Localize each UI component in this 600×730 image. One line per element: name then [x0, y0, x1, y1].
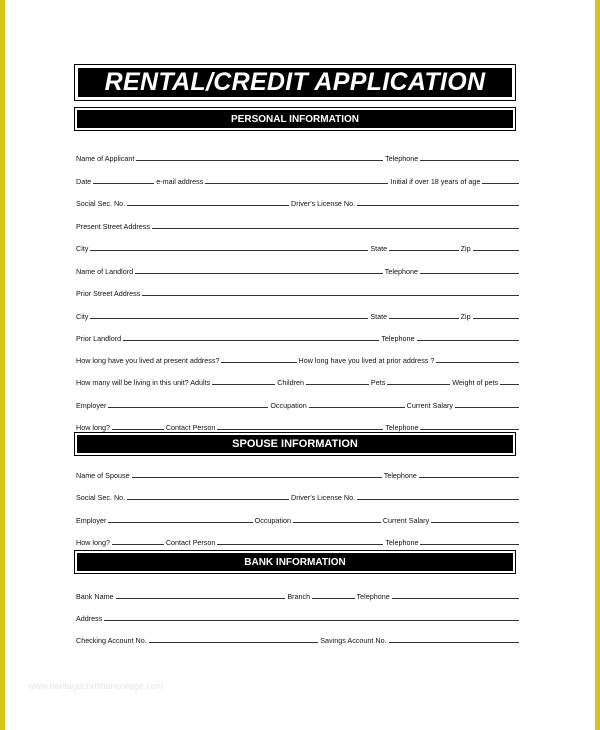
- prior-duration-field[interactable]: [436, 362, 519, 363]
- pet-weight-field[interactable]: [500, 384, 519, 385]
- email-field[interactable]: [205, 183, 388, 184]
- drivers-license-field[interactable]: [357, 205, 519, 206]
- employment-duration-field[interactable]: [112, 429, 164, 430]
- age-initial-field[interactable]: [482, 183, 519, 184]
- bank-address-field[interactable]: [104, 620, 519, 621]
- landlord-name-field[interactable]: [135, 273, 383, 274]
- form-row: [76, 398, 521, 410]
- field-label: How long have you lived at present address?: [76, 356, 220, 365]
- field-label: Savings Account No.: [320, 636, 387, 645]
- section-personal-header: [74, 107, 516, 131]
- field-label: Current Salary: [406, 401, 454, 410]
- children-field[interactable]: [306, 384, 369, 385]
- prior-state-field[interactable]: [389, 318, 459, 319]
- field-label: How long have you lived at prior address ?: [298, 356, 435, 365]
- field-label: Prior Street Address: [76, 289, 141, 298]
- field-label: City: [76, 244, 89, 253]
- form-row: [76, 589, 521, 601]
- city-field[interactable]: [90, 250, 368, 251]
- form-row: [76, 196, 521, 208]
- branch-field[interactable]: [312, 598, 354, 599]
- prior-city-field[interactable]: [90, 318, 368, 319]
- prior-landlord-field[interactable]: [123, 340, 379, 341]
- form-row: [76, 420, 521, 432]
- field-label: City: [76, 312, 89, 321]
- field-label: How long?: [76, 423, 110, 432]
- form-row: [76, 633, 521, 645]
- field-label: State: [370, 244, 388, 253]
- occupation-field[interactable]: [309, 407, 405, 408]
- section-bank-header: [74, 550, 516, 574]
- form-row: [76, 331, 521, 343]
- form-row: [76, 286, 521, 298]
- prior-address-field[interactable]: [142, 295, 519, 296]
- ssn-field[interactable]: [127, 205, 289, 206]
- pets-field[interactable]: [387, 384, 450, 385]
- spouse-ssn-field[interactable]: [127, 499, 289, 500]
- watermark: www.heritagechristiancollege.com: [28, 681, 164, 691]
- field-label: How long?: [76, 538, 110, 547]
- field-label: Telephone: [383, 471, 417, 480]
- form-row: [76, 468, 521, 480]
- spouse-contact-telephone-field[interactable]: [420, 544, 519, 545]
- field-label: Telephone: [385, 423, 419, 432]
- form-row: [76, 241, 521, 253]
- field-label: Employer: [76, 401, 107, 410]
- field-label: Social Sec. No.: [76, 199, 126, 208]
- section-bank-title: BANK INFORMATION: [77, 553, 513, 571]
- section-spouse-title: SPOUSE INFORMATION: [77, 435, 513, 453]
- date-field[interactable]: [93, 183, 154, 184]
- form-row: [76, 513, 521, 525]
- zip-field[interactable]: [473, 250, 519, 251]
- field-label: Name of Applicant: [76, 154, 135, 163]
- field-label: Bank Name: [76, 592, 114, 601]
- field-label: Weight of pets: [452, 378, 499, 387]
- field-label: Name of Spouse: [76, 471, 130, 480]
- field-label: Address: [76, 614, 103, 623]
- applicant-telephone-field[interactable]: [420, 160, 519, 161]
- spouse-occupation-field[interactable]: [293, 522, 381, 523]
- form-title-box: [74, 64, 516, 101]
- section-personal-title: PERSONAL INFORMATION: [77, 110, 513, 128]
- state-field[interactable]: [389, 250, 459, 251]
- checking-account-field[interactable]: [149, 642, 319, 643]
- field-label: Occupation: [270, 401, 307, 410]
- form-row: [76, 219, 521, 231]
- field-label: Driver's License No.: [291, 493, 356, 502]
- field-label: Present Street Address: [76, 222, 150, 231]
- field-label: Contact Person: [165, 538, 216, 547]
- field-label: e-mail address: [156, 177, 204, 186]
- field-label: Initial if over 18 years of age: [390, 177, 481, 186]
- field-label: Zip: [460, 312, 471, 321]
- salary-field[interactable]: [455, 407, 519, 408]
- spouse-employment-duration-field[interactable]: [112, 544, 164, 545]
- adults-field[interactable]: [212, 384, 275, 385]
- field-label: Telephone: [381, 334, 415, 343]
- form-row: [76, 535, 521, 547]
- field-label: Contact Person: [165, 423, 216, 432]
- field-label: Telephone: [384, 267, 418, 276]
- field-label: Name of Landlord: [76, 267, 134, 276]
- spouse-contact-person-field[interactable]: [217, 544, 383, 545]
- field-label: Current Salary: [382, 516, 430, 525]
- bank-telephone-field[interactable]: [392, 598, 519, 599]
- employer-field[interactable]: [108, 407, 268, 408]
- page-border-right: [595, 0, 600, 730]
- field-label: Date: [76, 177, 92, 186]
- spouse-name-field[interactable]: [132, 477, 382, 478]
- field-label: State: [370, 312, 388, 321]
- field-label: Prior Landlord: [76, 334, 122, 343]
- present-address-field[interactable]: [152, 228, 519, 229]
- applicant-name-field[interactable]: [136, 160, 383, 161]
- spouse-salary-field[interactable]: [431, 522, 519, 523]
- field-label: Social Sec. No.: [76, 493, 126, 502]
- field-label: Driver's License No.: [291, 199, 356, 208]
- section-spouse-header: [74, 432, 516, 456]
- savings-account-field[interactable]: [389, 642, 519, 643]
- field-label: Branch: [287, 592, 311, 601]
- present-duration-field[interactable]: [221, 362, 296, 363]
- prior-zip-field[interactable]: [473, 318, 519, 319]
- spouse-license-field[interactable]: [357, 499, 519, 500]
- field-label: Employer: [76, 516, 107, 525]
- field-label: Telephone: [385, 154, 419, 163]
- contact-telephone-field[interactable]: [420, 429, 519, 430]
- field-label: Zip: [460, 244, 471, 253]
- field-label: Children: [277, 378, 304, 387]
- form-row: [76, 353, 521, 365]
- prior-landlord-telephone-field[interactable]: [417, 340, 519, 341]
- bank-name-field[interactable]: [116, 598, 286, 599]
- form-row: [76, 174, 521, 186]
- field-label: How many will be living in this unit? Adults: [76, 378, 211, 387]
- field-label: Occupation: [254, 516, 291, 525]
- field-label: Pets: [370, 378, 386, 387]
- spouse-telephone-field[interactable]: [419, 477, 519, 478]
- form-row: [76, 375, 521, 387]
- form-row: [76, 151, 521, 163]
- form-row: [76, 264, 521, 276]
- form-title: RENTAL/CREDIT APPLICATION: [78, 68, 512, 97]
- spouse-employer-field[interactable]: [108, 522, 252, 523]
- field-label: Checking Account No.: [76, 636, 147, 645]
- landlord-telephone-field[interactable]: [420, 273, 519, 274]
- form-row: [76, 611, 521, 623]
- form-row: [76, 490, 521, 502]
- field-label: Telephone: [356, 592, 390, 601]
- contact-person-field[interactable]: [217, 429, 383, 430]
- field-label: Telephone: [385, 538, 419, 547]
- form-row: [76, 309, 521, 321]
